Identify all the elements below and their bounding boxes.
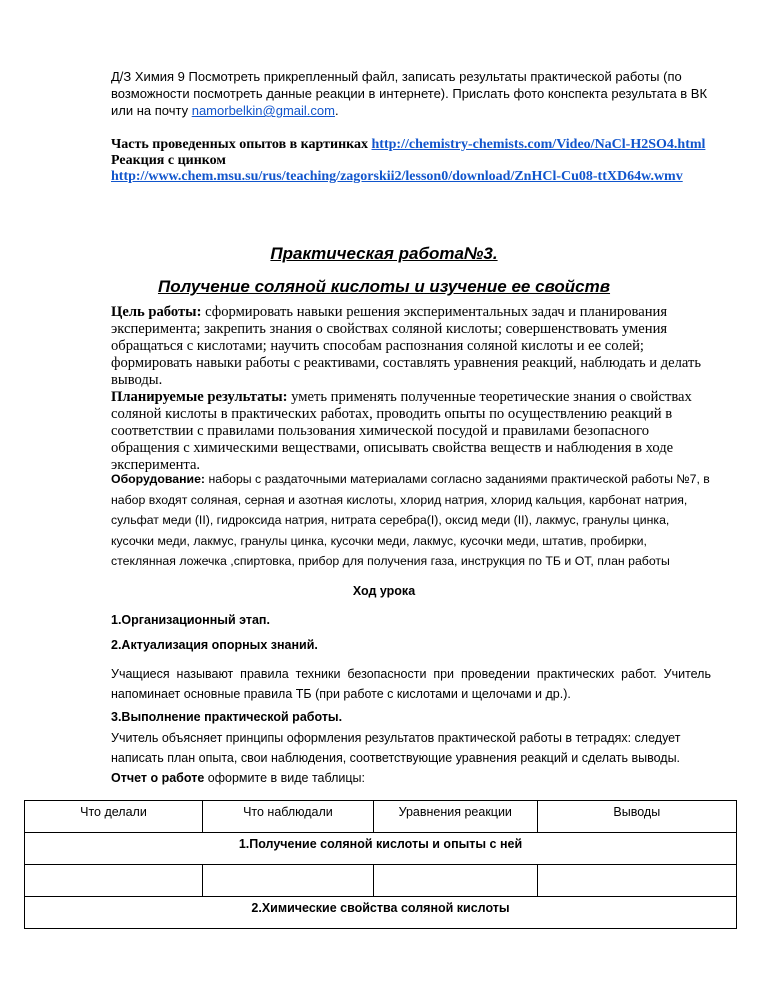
stage-1-heading: 1.Организационный этап. xyxy=(111,613,270,627)
planned-text: уметь применять полученные теоретические знания о свойствах соляной кислоты в практических работах, проводить опыты по осуществлению реакций в соответствии с правилами пользования химической посудой и правилами безопасного обращения с химическими веществами, описывать свойства веществ и наблюдения в ходе эксперимента. xyxy=(111,389,692,473)
table-cell[interactable] xyxy=(373,865,537,897)
stage-3-heading: 3.Выполнение практической работы. xyxy=(111,710,343,724)
equipment-text: наборы с раздаточными материалами согласно заданиями практической работы №7, в набор входят соляная, серная и азотная кислоты, хлорид натрия, хлорид кальция, карбонат натрия, сульфат меди (II), гидроксида натрия, нитрата серебра(I), оксид меди (II), лакмус, гранулы цинка, кусочки меди, лакмус, гранулы цинка, кусочки меди, лакмус, кусочки меди, штатив, пробирки, стеклянная ложечка ,спиртовка, прибор для получения газа, инструкция по ТБ и ОТ, план работы xyxy=(111,472,710,569)
equipment-label: Оборудование: xyxy=(111,472,206,486)
report-label: Отчет о работе xyxy=(111,771,205,785)
header-conclusions: Выводы xyxy=(537,801,736,833)
video-link-1[interactable]: http://chemistry-chemists.com/Video/NaCl-H2SO4.html xyxy=(371,137,706,152)
goal-paragraph xyxy=(111,304,711,389)
stage-3-paragraph xyxy=(111,728,711,788)
section-2-title: 2.Химические свойства соляной кислоты xyxy=(25,897,737,929)
header-what-done: Что делали xyxy=(25,801,203,833)
goal-label: Цель работы: xyxy=(111,304,202,320)
links-line-1 xyxy=(111,137,711,153)
stage-2-text: Учащиеся называют правила техники безопасности при проведении практических работ. Учитель напоминает основные правила ТБ (при работе с кислотами и щелочами и др.). xyxy=(111,667,711,701)
table-row xyxy=(25,865,737,897)
video-links xyxy=(111,137,711,185)
intro-end: . xyxy=(334,103,339,118)
header-equations: Уравнения реакции xyxy=(373,801,537,833)
report-table xyxy=(24,800,737,929)
practical-work-subtitle: Получение соляной кислоты и изучение ее свойств xyxy=(157,277,611,296)
video-link-2[interactable]: http://www.chem.msu.su/rus/teaching/zagorskii2/lesson0/download/ZnHCl-Cu08-ttXD64w.wmv xyxy=(111,169,683,184)
practical-work-title: Практическая работа№3. xyxy=(270,244,498,263)
links-label-1: Часть проведенных опытов в картинках xyxy=(111,137,372,152)
table-cell[interactable] xyxy=(537,865,736,897)
table-cell[interactable] xyxy=(25,865,203,897)
section-1-title: 1.Получение соляной кислоты и опыты с ней xyxy=(25,833,737,865)
table-header-row xyxy=(25,801,737,833)
planned-results-paragraph xyxy=(111,389,711,474)
table-cell[interactable] xyxy=(203,865,374,897)
homework-intro xyxy=(111,68,711,119)
stage-3-text: Учитель объясняет принципы оформления результатов практической работы в тетрадях: следует написать план опыта, свои наблюдения, соответствующие уравнения реакций и сделать выводы. xyxy=(111,731,681,765)
intro-text: Д/З Химия 9 Посмотреть прикрепленный файл, записать результаты практической работы (по возможности посмотреть данные реакции в интернете). Прислать фото конспекта результата в ВК или на почту xyxy=(111,69,708,118)
planned-label: Планируемые результаты: xyxy=(111,389,288,405)
table-section-row xyxy=(25,833,737,865)
equipment-paragraph xyxy=(111,469,711,572)
goal-text: сформировать навыки решения экспериментальных задач и планирования эксперимента; закрепить знания о свойствах соляной кислоты; совершенствовать умения обращаться с кислотами; научить способам распознания соляной кислоты и ее солей; формировать навыки работы с реактивами, составлять уравнения реакций, наблюдать и делать выводы. xyxy=(111,304,702,388)
table-section-row xyxy=(25,897,737,929)
report-text: оформите в виде таблицы: xyxy=(204,771,365,785)
stage-2-heading: 2.Актуализация опорных знаний. xyxy=(111,638,318,652)
links-label-2: Реакция с цинком xyxy=(111,153,226,168)
header-what-observed: Что наблюдали xyxy=(203,801,374,833)
email-link[interactable]: namorbelkin@gmail.com xyxy=(191,103,335,118)
lesson-heading: Ход урока xyxy=(352,584,416,598)
